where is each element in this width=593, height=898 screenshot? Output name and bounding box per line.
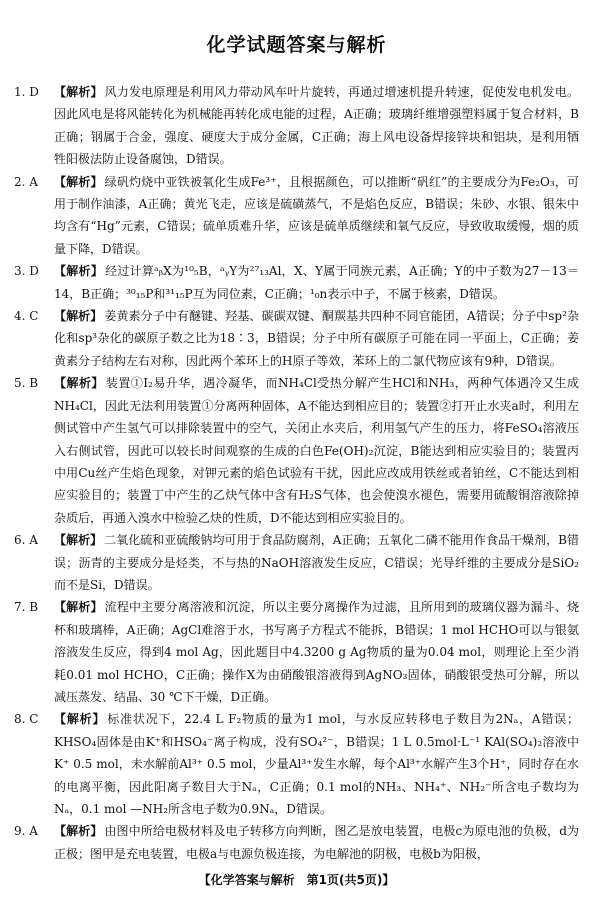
answer-text: 风力发电原理是利用风力带动风车叶片旋转，再通过增速机提升转速，促使发电机发电。因此风电是将风能转化为机械能再转化成电能的过程，A正确；玻璃纤维增强塑料属于复合材料，B正确；钢属于合金，强度、硬度大于成分金属，C正确；海上风电设备焊接锌块和铝块，是利用牺牲阳极法防止设备腐蚀，D错误。 bbox=[54, 85, 579, 167]
page-footer: 【化学答案与解析 第1页(共5页)】 bbox=[198, 873, 395, 887]
answer-number: 7. B bbox=[14, 600, 39, 615]
answer-text: 绿矾灼烧中亚铁被氧化生成Fe³⁺，且根据颜色，可以推断“矾红”的主要成分为Fe₂O₃，可用于制作油漆，A正确；黄光飞走，应该是硫磺蒸气，不是焰色反应，B错误；朱砂、水银、银朱中均含有“Hg”元素，C错误；硫单质难升华，应该是硫单质继续和氧气反应，导致收取缓慢，烟的质量下降，D错误。 bbox=[54, 174, 579, 256]
answer-item bbox=[14, 820, 579, 865]
answer-body bbox=[54, 260, 579, 305]
answer-item bbox=[14, 260, 579, 305]
analysis-tag: 【解析】 bbox=[54, 600, 103, 615]
analysis-tag: 【解析】 bbox=[54, 533, 103, 548]
analysis-tag: 【解析】 bbox=[54, 264, 104, 279]
answer-number: 8. C bbox=[14, 712, 39, 727]
analysis-tag: 【解析】 bbox=[54, 309, 103, 324]
answer-number: 9. A bbox=[14, 824, 38, 839]
answer-number: 5. B bbox=[14, 376, 39, 391]
answer-body bbox=[54, 529, 579, 596]
answer-text: 装置①I₂易升华，遇冷凝华，而NH₄Cl受热分解产生HCl和NH₃，两种气体遇冷又生成NH₄Cl，因此无法利用装置①分离两种固体，A不能达到相应目的；装置②打开止水夹a时，利用左侧试管中产生氢气可以排除装置中的空气，关闭止水夹后，利用氢气产生的压力，将FeSO₄溶液压入右侧试管，因此可以较长时间观察的生成的白色Fe(OH)₂沉淀，B能达到相应实验目的；装置丙中用Cu丝产生焰色现象，对钾元素的焰色试验有干扰，因此应改成用铁丝或者铂丝，C不能达到相应实验目的；装置丁中产生的乙炔气体中含有H₂S气体，也会使溴水褪色，需要用硫酸铜溶液除掉杂质后，再通入溴水中检验乙炔的性质，D不能达到相应实验目的。 bbox=[54, 376, 579, 525]
answer-item bbox=[14, 529, 579, 596]
answer-body bbox=[54, 372, 579, 529]
answer-item bbox=[14, 171, 579, 261]
answer-number: 6. A bbox=[14, 533, 38, 548]
answer-text: 经过计算ᵃᵦX为¹⁰₅B，ᵃᵧY为²⁷₁₃Al，X、Y属于同族元素，A正确；Y的中子数为27－13＝14，B正确；³⁰₁₅P和³¹₁₅P互为同位素，C正确；¹₀n表示中子，不属于核素，D错误。 bbox=[54, 264, 579, 301]
analysis-tag: 【解析】 bbox=[54, 85, 103, 99]
answer-text: 标准状况下，22.4 L F₂物质的量为1 mol，与水反应转移电子数目为2Nₐ，A错误；KHSO₄固体是由K⁺和HSO₄⁻离子构成，没有SO₄²⁻，B错误；1 L 0.5mol·L⁻¹ KAl(SO₄)₂溶液中K⁺ 0.5 mol，未水解前Al³⁺ 0.5 mol，少量Al³⁺发生水解，每个Al³⁺水解产生3个H⁺，同时存在水的电离平衡，因此阳离子数目大于Nₐ，C正确；0.1 mol的NH₃、NH₄⁺、NH₂⁻所含电子数均为Nₐ，0.1 mol —NH₂所含电子数为0.9Nₐ，D错误。 bbox=[54, 712, 579, 816]
answer-text: 流程中主要分离溶液和沉淀，所以主要分离操作为过滤，且所用到的玻璃仪器为漏斗、烧杯和玻璃棒，A正确；AgCl难溶于水，书写离子方程式不能拆，B错误；1 mol HCHO可以与银氨溶液发生反应，得到4 mol Ag，因此题目中4.3200 g Ag物质的量为0.04 mol，则理论上至少消耗0.01 mol HCHO，C正确；操作X为由硝酸银溶液得到AgNO₃固体，硝酸银受热可分解，所以减压蒸发、结晶、30 ℃下干燥，D正确。 bbox=[54, 600, 579, 704]
answer-item bbox=[14, 305, 579, 372]
analysis-tag: 【解析】 bbox=[54, 376, 104, 391]
page-title: 化学试题答案与解析 bbox=[206, 34, 387, 56]
answer-item bbox=[14, 596, 579, 708]
answer-body bbox=[54, 708, 579, 820]
answer-body bbox=[54, 596, 579, 708]
answer-item bbox=[14, 372, 579, 529]
answer-text: 二氧化硫和亚硫酸钠均可用于食品防腐剂，A正确；五氧化二磷不能用作食品干燥剂，B错误；沥青的主要成分是烃类，不与热的NaOH溶液发生反应，C错误；光导纤维的主要成分是SiO₂而不是Si，D错误。 bbox=[54, 533, 579, 592]
answer-item bbox=[14, 81, 579, 171]
answer-text: 姜黄素分子中有醚键、羟基、碳碳双键、酮羰基共四种不同官能团，A错误；分子中sp²杂化和sp³杂化的碳原子数之比为18∶3，B错误；分子中所有碳原子可能在同一平面上，C正确；姜黄素分子结构左右对称，因此两个苯环上的H原子等效，苯环上的二氯代物应该有9种，D错误。 bbox=[54, 309, 579, 368]
answer-body bbox=[54, 171, 579, 261]
answer-number: 2. A bbox=[14, 174, 38, 189]
answer-text: 由图中所给电极材料及电子转移方向判断，图乙是放电装置，电极c为原电池的负极，d为正极；图甲是充电装置，电极a与电源负极连接，为电解池的阴极，电极b为阳极， bbox=[54, 824, 579, 861]
answer-list bbox=[14, 81, 579, 865]
answer-body bbox=[54, 305, 579, 372]
analysis-tag: 【解析】 bbox=[54, 174, 103, 189]
answer-number: 1. D bbox=[14, 85, 39, 99]
analysis-tag: 【解析】 bbox=[54, 824, 103, 839]
answer-body bbox=[54, 820, 579, 865]
analysis-tag: 【解析】 bbox=[54, 712, 106, 727]
answer-body bbox=[54, 81, 579, 171]
answer-number: 4. C bbox=[14, 309, 39, 324]
answer-number: 3. D bbox=[14, 264, 39, 279]
answer-item bbox=[14, 708, 579, 820]
